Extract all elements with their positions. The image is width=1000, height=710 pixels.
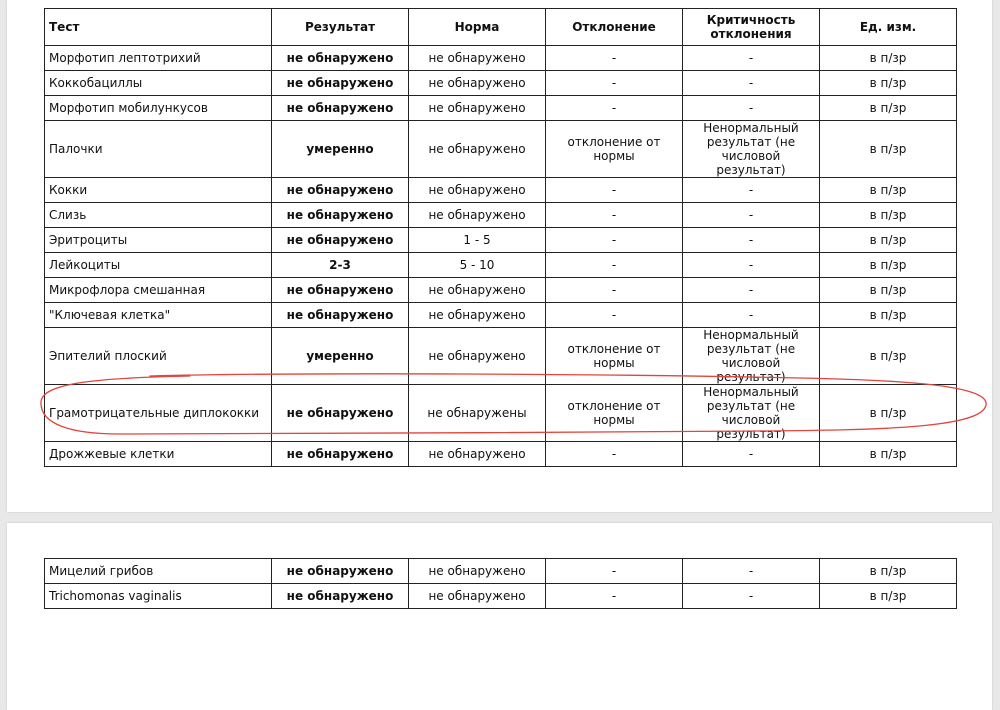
- cell-norm: не обнаружено: [409, 584, 546, 609]
- cell-result: не обнаружено: [272, 278, 409, 303]
- table-row: [45, 71, 957, 96]
- table-row: [45, 584, 957, 609]
- header-norm: Норма: [409, 9, 546, 46]
- cell-criticality: -: [683, 584, 820, 609]
- cell-norm: не обнаружено: [409, 121, 546, 178]
- cell-deviation: -: [546, 46, 683, 71]
- cell-unit: в п/зр: [820, 385, 957, 442]
- cell-result: не обнаружено: [272, 228, 409, 253]
- cell-test: Эритроциты: [45, 228, 272, 253]
- cell-unit: в п/зр: [820, 121, 957, 178]
- cell-unit: в п/зр: [820, 46, 957, 71]
- cell-norm: не обнаружено: [409, 203, 546, 228]
- cell-result: не обнаружено: [272, 46, 409, 71]
- cell-test: Грамотрицательные диплококки: [45, 385, 272, 442]
- cell-criticality: -: [683, 442, 820, 467]
- cell-deviation: -: [546, 584, 683, 609]
- cell-criticality: -: [683, 253, 820, 278]
- cell-result: не обнаружено: [272, 71, 409, 96]
- cell-deviation: -: [546, 203, 683, 228]
- cell-criticality: -: [683, 203, 820, 228]
- cell-norm: не обнаружено: [409, 559, 546, 584]
- cell-criticality: -: [683, 303, 820, 328]
- table-row: [45, 121, 957, 178]
- cell-deviation: -: [546, 303, 683, 328]
- header-deviation: Отклонение: [546, 9, 683, 46]
- cell-result: не обнаружено: [272, 203, 409, 228]
- cell-deviation: -: [546, 253, 683, 278]
- cell-result: не обнаружено: [272, 442, 409, 467]
- table-row: [45, 46, 957, 71]
- report-page-2: [7, 523, 992, 710]
- table-row: [45, 178, 957, 203]
- cell-deviation: -: [546, 559, 683, 584]
- table-row: [45, 442, 957, 467]
- cell-unit: в п/зр: [820, 559, 957, 584]
- cell-test: Коккобациллы: [45, 71, 272, 96]
- cell-test: Кокки: [45, 178, 272, 203]
- cell-norm: 1 - 5: [409, 228, 546, 253]
- cell-test: Мицелий грибов: [45, 559, 272, 584]
- table-row: [45, 559, 957, 584]
- cell-result: не обнаружено: [272, 96, 409, 121]
- cell-unit: в п/зр: [820, 228, 957, 253]
- cell-deviation: -: [546, 178, 683, 203]
- cell-norm: не обнаружены: [409, 385, 546, 442]
- table-row: [45, 203, 957, 228]
- results-table-continued: [44, 558, 957, 609]
- header-test: Тест: [45, 9, 272, 46]
- cell-result: не обнаружено: [272, 584, 409, 609]
- cell-test: Морфотип мобилункусов: [45, 96, 272, 121]
- cell-unit: в п/зр: [820, 278, 957, 303]
- cell-deviation: -: [546, 228, 683, 253]
- cell-unit: в п/зр: [820, 584, 957, 609]
- cell-criticality: -: [683, 559, 820, 584]
- cell-unit: в п/зр: [820, 96, 957, 121]
- cell-norm: не обнаружено: [409, 278, 546, 303]
- cell-criticality: Ненормальный результат (не числовой результат): [683, 121, 820, 178]
- cell-criticality: -: [683, 278, 820, 303]
- cell-norm: 5 - 10: [409, 253, 546, 278]
- table-row: [45, 96, 957, 121]
- table-row: [45, 228, 957, 253]
- report-page-1: [7, 0, 992, 512]
- cell-test: Морфотип лептотрихий: [45, 46, 272, 71]
- cell-result: 2-3: [272, 253, 409, 278]
- table-row: [45, 328, 957, 385]
- cell-deviation: -: [546, 96, 683, 121]
- cell-test: Палочки: [45, 121, 272, 178]
- cell-criticality: -: [683, 46, 820, 71]
- header-unit: Ед. изм.: [820, 9, 957, 46]
- cell-norm: не обнаружено: [409, 303, 546, 328]
- cell-norm: не обнаружено: [409, 46, 546, 71]
- cell-deviation: отклонение от нормы: [546, 328, 683, 385]
- cell-norm: не обнаружено: [409, 71, 546, 96]
- cell-unit: в п/зр: [820, 178, 957, 203]
- cell-unit: в п/зр: [820, 253, 957, 278]
- cell-result: не обнаружено: [272, 303, 409, 328]
- cell-norm: не обнаружено: [409, 442, 546, 467]
- cell-deviation: -: [546, 278, 683, 303]
- table-row-highlighted: [45, 385, 957, 442]
- cell-deviation: -: [546, 442, 683, 467]
- cell-test: Дрожжевые клетки: [45, 442, 272, 467]
- cell-result: не обнаружено: [272, 385, 409, 442]
- cell-test: "Ключевая клетка": [45, 303, 272, 328]
- cell-unit: в п/зр: [820, 203, 957, 228]
- cell-criticality: -: [683, 228, 820, 253]
- cell-result: умеренно: [272, 121, 409, 178]
- cell-test: Слизь: [45, 203, 272, 228]
- table-header-row: [45, 9, 957, 46]
- cell-criticality: -: [683, 96, 820, 121]
- table-row: [45, 278, 957, 303]
- cell-result: не обнаружено: [272, 559, 409, 584]
- table-row: [45, 253, 957, 278]
- cell-criticality: Ненормальный результат (не числовой результат): [683, 385, 820, 442]
- cell-deviation: отклонение от нормы: [546, 385, 683, 442]
- cell-test: Лейкоциты: [45, 253, 272, 278]
- header-result: Результат: [272, 9, 409, 46]
- table-row: [45, 303, 957, 328]
- cell-criticality: -: [683, 178, 820, 203]
- cell-norm: не обнаружено: [409, 178, 546, 203]
- cell-criticality: Ненормальный результат (не числовой результат): [683, 328, 820, 385]
- cell-unit: в п/зр: [820, 442, 957, 467]
- cell-test: Trichomonas vaginalis: [45, 584, 272, 609]
- cell-result: не обнаружено: [272, 178, 409, 203]
- cell-result: умеренно: [272, 328, 409, 385]
- cell-test: Микрофлора смешанная: [45, 278, 272, 303]
- results-table: [44, 8, 957, 467]
- cell-norm: не обнаружено: [409, 328, 546, 385]
- cell-test: Эпителий плоский: [45, 328, 272, 385]
- cell-unit: в п/зр: [820, 303, 957, 328]
- cell-unit: в п/зр: [820, 71, 957, 96]
- cell-unit: в п/зр: [820, 328, 957, 385]
- cell-deviation: -: [546, 71, 683, 96]
- header-criticality: Критичность отклонения: [683, 9, 820, 46]
- cell-deviation: отклонение от нормы: [546, 121, 683, 178]
- cell-norm: не обнаружено: [409, 96, 546, 121]
- cell-criticality: -: [683, 71, 820, 96]
